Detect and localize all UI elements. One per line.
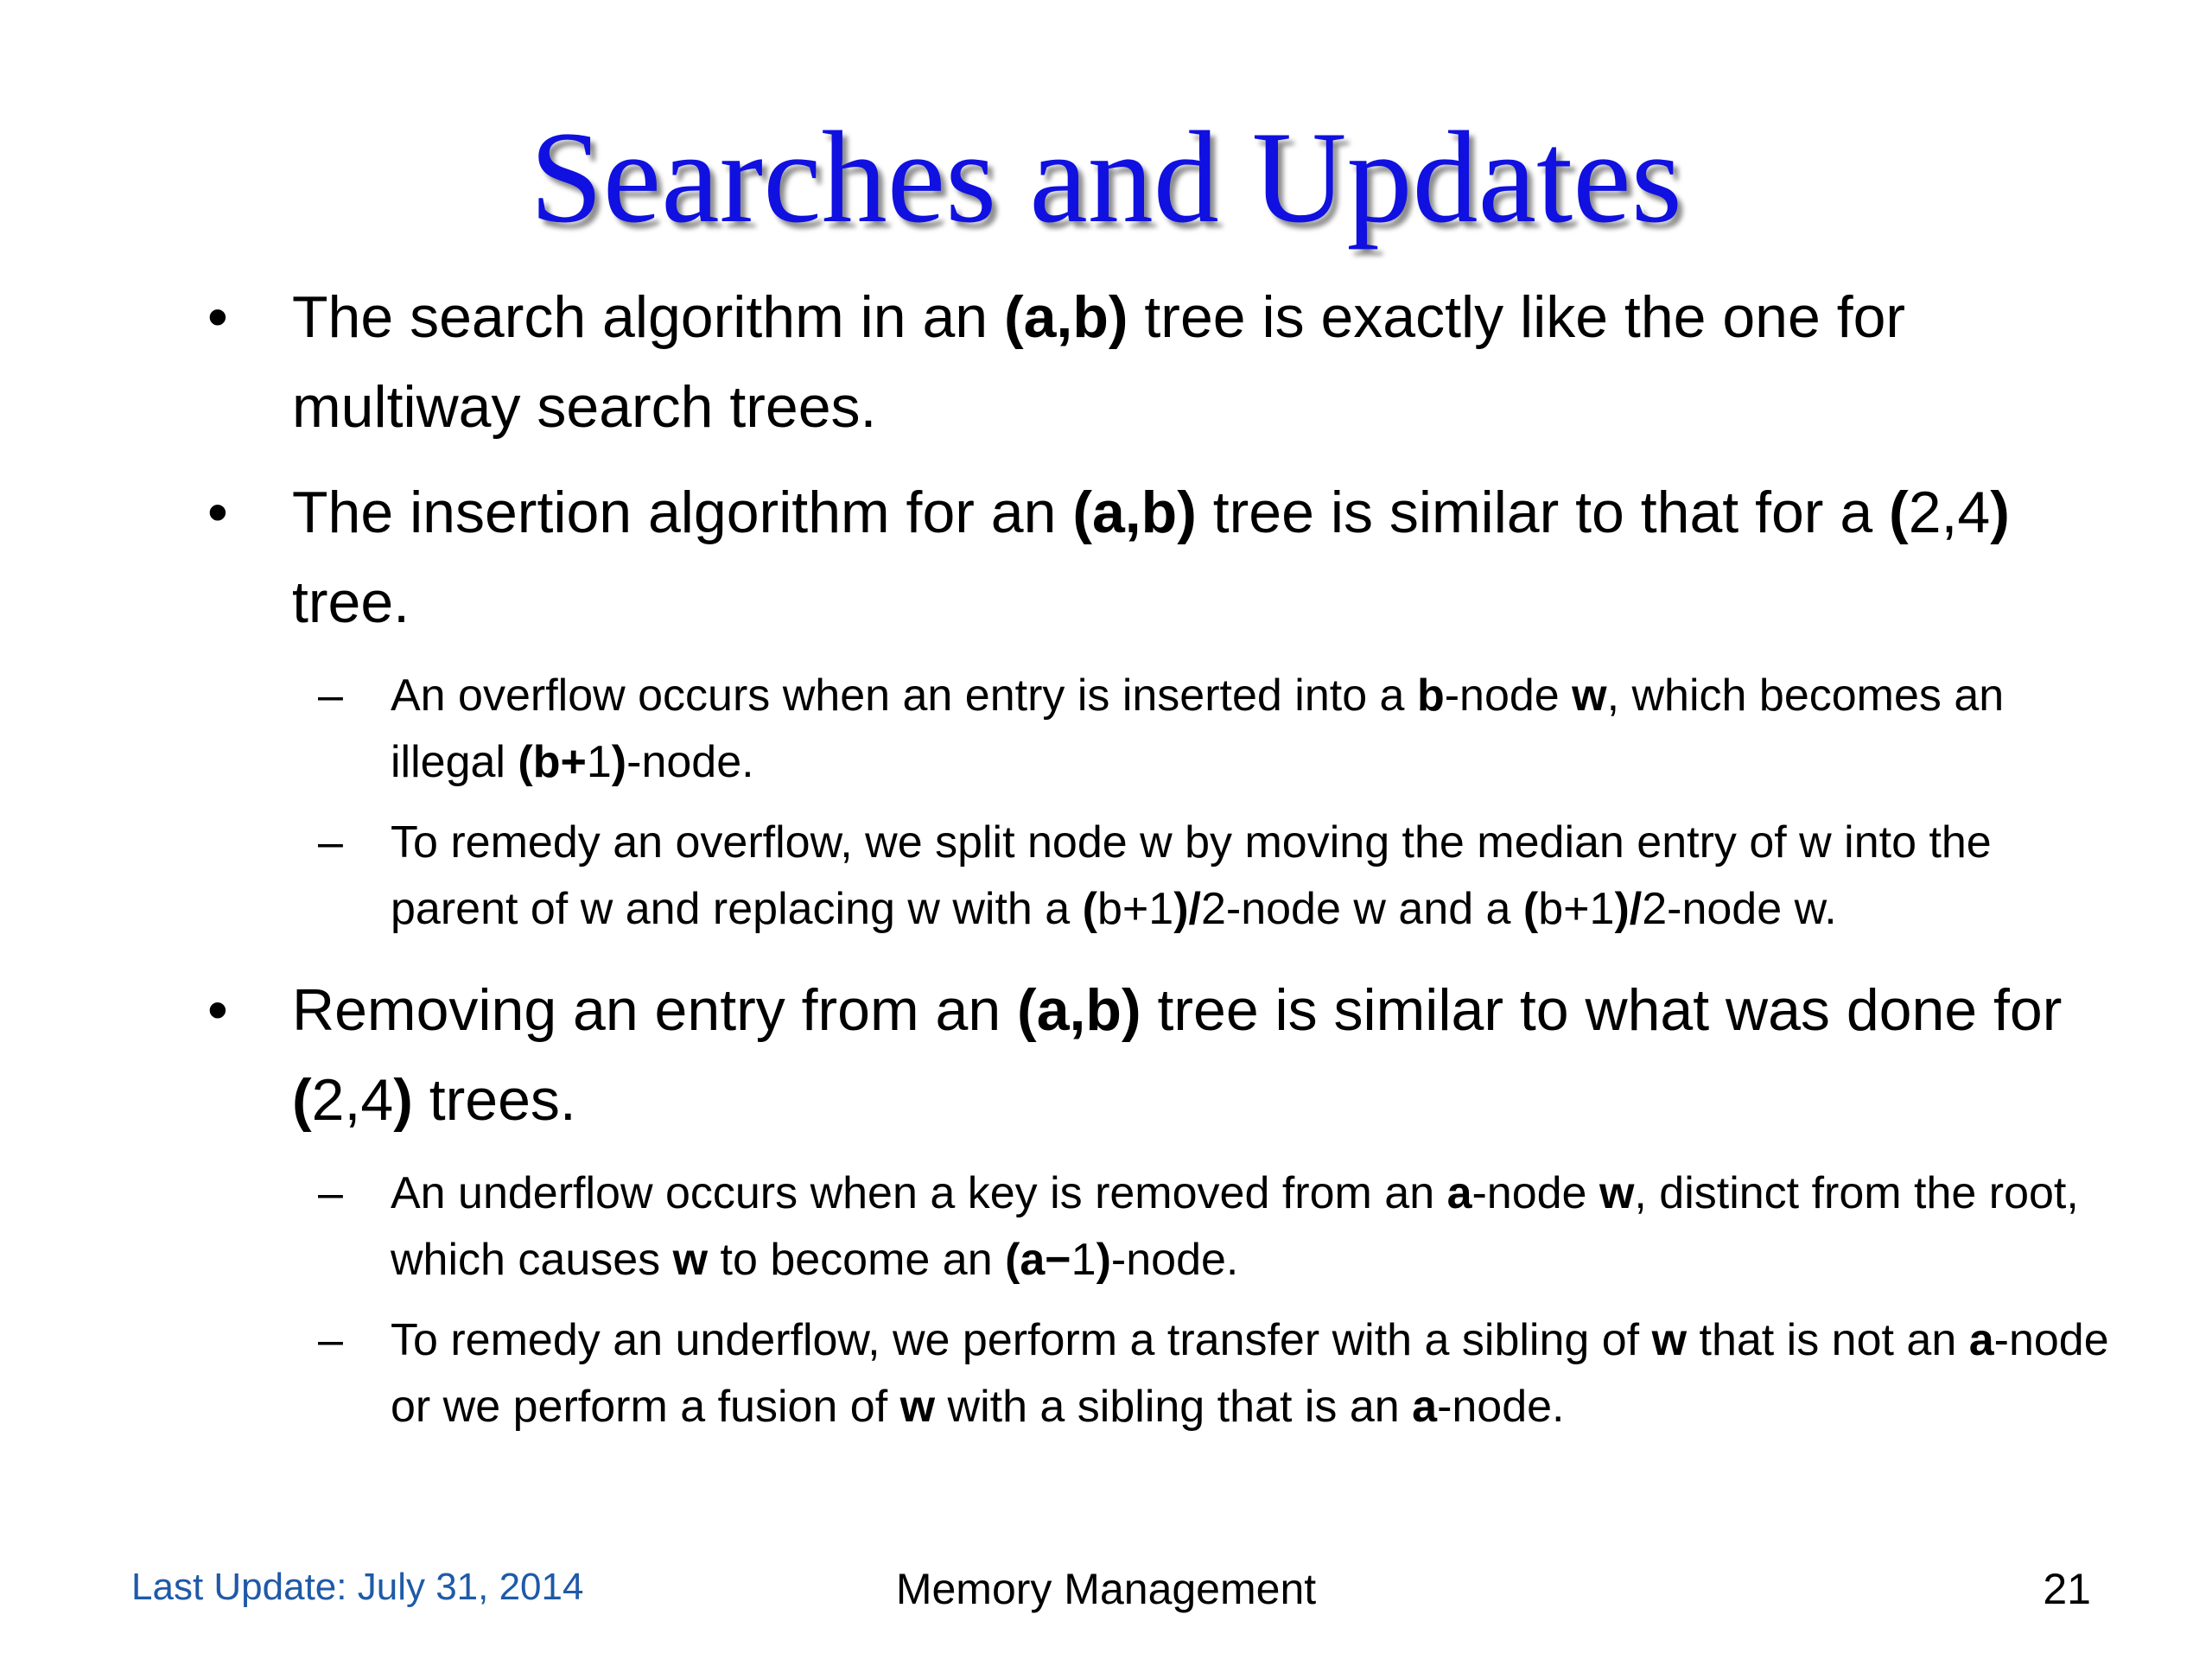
sub-text: -node. xyxy=(1437,1382,1565,1432)
bullet-bold: ) xyxy=(393,1067,413,1133)
sub-text: -node xyxy=(1471,1168,1599,1218)
bullet-bold: (a,b) xyxy=(1017,977,1141,1043)
sub-bullet-mark: – xyxy=(318,1168,343,1218)
sub-bold: a xyxy=(1446,1168,1472,1218)
sub-bold: a xyxy=(1968,1315,1994,1365)
sub-bullet-remedy-overflow xyxy=(199,810,2126,943)
sub-text: 2-node w. xyxy=(1642,884,1837,934)
sub-bold: (a− xyxy=(1005,1235,1071,1285)
sub-bold: b xyxy=(1416,671,1445,721)
sub-bullet-mark: – xyxy=(318,1315,343,1365)
slide-content xyxy=(199,272,2126,1454)
sub-text: 1 xyxy=(1071,1235,1096,1285)
sub-bullet-mark: – xyxy=(318,817,343,868)
sub-text: An overflow occurs when an entry is inserted into a xyxy=(391,671,1417,721)
sub-bold: w xyxy=(899,1382,936,1432)
sub-bullet-mark: – xyxy=(318,671,343,721)
sub-text: -node. xyxy=(1110,1235,1239,1285)
sub-bold: ) xyxy=(1096,1235,1111,1285)
sub-text: To remedy an overflow, we split node w by moving the median entry of w into the parent of w and replacing w with a xyxy=(391,817,1992,934)
sub-bold: ( xyxy=(1082,884,1097,934)
bullet-text: The search algorithm in an xyxy=(292,284,1004,350)
sub-bold: ( xyxy=(1522,884,1539,934)
bullet-text: The insertion algorithm for an xyxy=(292,480,1073,545)
bullet-text: tree. xyxy=(292,569,410,635)
bullet-removal xyxy=(199,965,2126,1145)
sub-bold: w xyxy=(1651,1315,1688,1365)
sub-text: An underflow occurs when a key is removed from an xyxy=(391,1168,1447,1218)
sub-text: To remedy an underflow, we perform a transfer with a sibling of xyxy=(391,1315,1652,1365)
sub-bold: a xyxy=(1412,1382,1438,1432)
sub-bullet-remedy-underflow xyxy=(199,1307,2126,1440)
bullet-text: 2,4 xyxy=(1908,480,1991,545)
sub-bullet-overflow xyxy=(199,663,2126,796)
slide-title: Searches and Updates xyxy=(530,105,1682,250)
sub-text: , distinct from the root, which causes xyxy=(391,1168,2079,1285)
bullet-mark: • xyxy=(207,284,228,350)
sub-text: 1 xyxy=(586,737,612,787)
page-number: 21 xyxy=(2043,1565,2091,1613)
sub-text: b+1 xyxy=(1538,884,1615,934)
bullet-bold: ( xyxy=(292,1067,312,1133)
sub-bullet-underflow xyxy=(199,1160,2126,1294)
bullet-bold: (a,b) xyxy=(1072,480,1197,545)
footer-title: Memory Management xyxy=(895,1565,1317,1613)
sub-bold: )/ xyxy=(1614,884,1643,934)
sub-text: b+1 xyxy=(1097,884,1174,934)
bullet-bold: ( xyxy=(1889,480,1909,545)
sub-bold: (b+ xyxy=(518,737,587,787)
bullet-text: 2,4 xyxy=(311,1067,394,1133)
bullet-mark: • xyxy=(207,977,228,1043)
bullet-text: Removing an entry from an xyxy=(292,977,1018,1043)
sub-bold: ) xyxy=(611,737,627,787)
bullet-mark: • xyxy=(207,480,228,545)
bullet-text: tree is exactly like the one for multiway search trees. xyxy=(292,284,1906,440)
sub-text: , which becomes an illegal xyxy=(391,671,2005,787)
bullet-text: trees. xyxy=(412,1067,576,1133)
sub-text: 2-node w and a xyxy=(1200,884,1523,934)
sub-text: -node or we perform a fusion of xyxy=(391,1315,2109,1432)
bullet-bold: ) xyxy=(1990,480,2010,545)
bullet-text: tree is similar to what was done for xyxy=(1141,977,2063,1043)
footer-last-update: Last Update: July 31, 2014 xyxy=(131,1566,584,1608)
bullet-text: tree is similar to that for a xyxy=(1196,480,1890,545)
bullet-bold: (a,b) xyxy=(1003,284,1128,350)
sub-bold: w xyxy=(1599,1168,1635,1218)
sub-text: that is not an xyxy=(1687,1315,1969,1365)
bullet-search xyxy=(199,272,2126,452)
sub-text: to become an xyxy=(708,1235,1006,1285)
sub-text: with a sibling that is an xyxy=(935,1382,1413,1432)
sub-text: -node. xyxy=(626,737,754,787)
sub-text: -node xyxy=(1444,671,1573,721)
bullet-insertion xyxy=(199,467,2126,647)
sub-bold: w xyxy=(672,1235,709,1285)
sub-bold: )/ xyxy=(1173,884,1201,934)
sub-bold: w xyxy=(1572,671,1607,721)
